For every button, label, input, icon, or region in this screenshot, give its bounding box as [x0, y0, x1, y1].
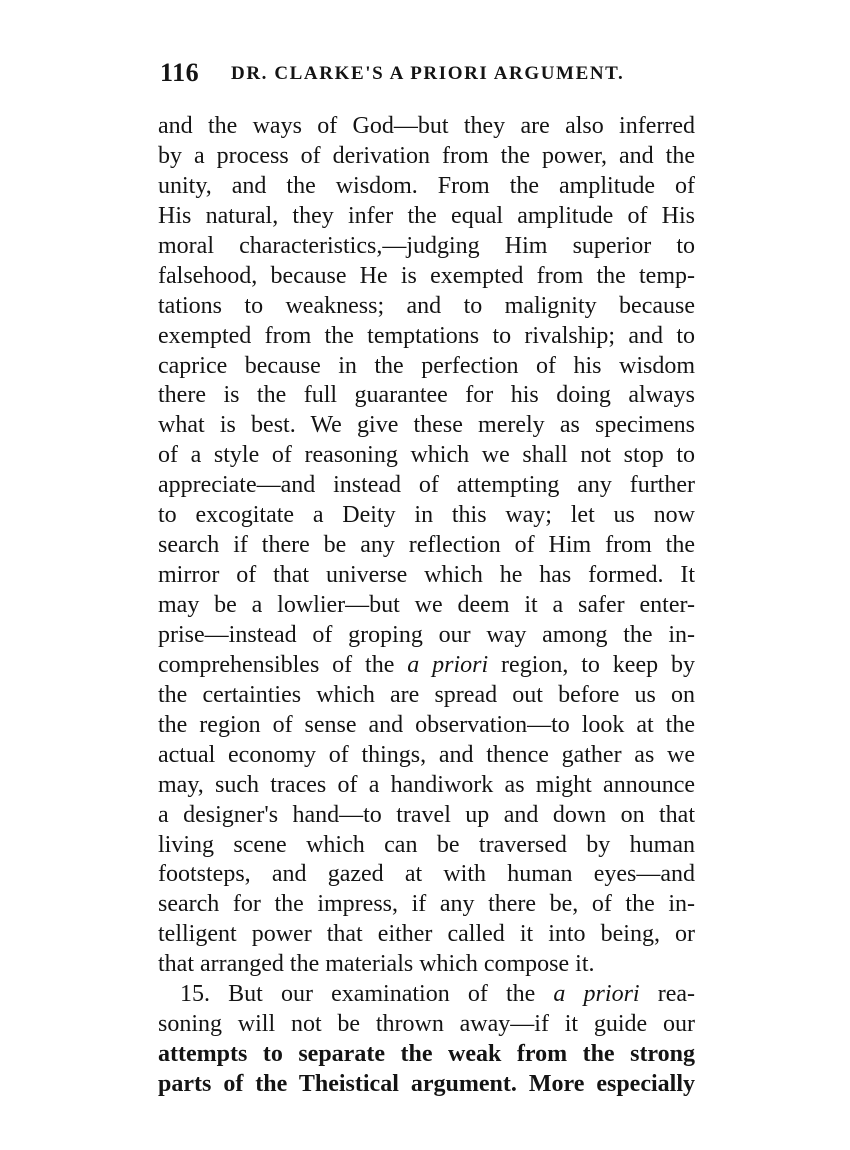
italic-phrase: a priori — [553, 981, 640, 1008]
text-line: caprice because in the perfection of his wisdom — [158, 352, 695, 379]
text-line: mirror of that universe which he has formed. It — [158, 562, 695, 589]
text-line: appreciate—and instead of attempting any further — [158, 472, 695, 499]
text-line: of a style of reasoning which we shall not stop to — [158, 442, 695, 469]
text-line: telligent power that either called it into being, or — [158, 921, 695, 948]
text-line: parts of the Theistical argument. More especially — [158, 1071, 695, 1097]
text-line: actual economy of things, and thence gather as we — [158, 741, 695, 768]
page-number: 116 — [160, 58, 200, 87]
text-line: prise—instead of groping our way among the in- — [158, 621, 695, 648]
text-line: unity, and the wisdom. From the amplitude of — [158, 172, 695, 199]
text-line: a designer's hand—to travel up and down on that — [158, 801, 695, 828]
text-line: exempted from the temptations to rivalship; and to — [158, 322, 695, 349]
text-line: what is best. We give these merely as specimens — [158, 412, 695, 439]
text-line: there is the full guarantee for his doing always — [158, 382, 695, 409]
paragraph-start-line: 15. But our examination of the a priori rea- — [180, 981, 696, 1008]
text-line: by a process of derivation from the power, and the — [158, 142, 695, 169]
text-line: that arranged the materials which compose it. — [158, 951, 595, 978]
text-line: falsehood, because He is exempted from the temp- — [158, 262, 695, 289]
text-line: search if there be any reflection of Him from the — [158, 532, 695, 559]
text-line: soning will not be thrown away—if it guide our — [158, 1011, 695, 1038]
text-line: may, such traces of a handiwork as might announce — [158, 771, 695, 798]
text-line: attempts to separate the weak from the strong — [158, 1041, 695, 1068]
italic-phrase: a priori — [407, 651, 489, 678]
text-line: and the ways of God—but they are also inferred — [158, 113, 695, 139]
running-head: DR. CLARKE'S A PRIORI ARGUMENT. — [231, 63, 625, 84]
page-header — [160, 58, 695, 94]
text-line: tations to weakness; and to malignity because — [158, 292, 695, 319]
text-line: living scene which can be traversed by human — [158, 831, 695, 858]
text-line: His natural, they infer the equal amplitude of His — [158, 202, 695, 229]
text-line: to excogitate a Deity in this way; let us now — [158, 502, 695, 529]
text-line: may be a lowlier—but we deem it a safer enter- — [158, 592, 695, 618]
text-line: the region of sense and observation—to look at the — [158, 711, 695, 738]
text-line: comprehensibles of the a priori region, to keep by — [158, 651, 695, 678]
text-line: footsteps, and gazed at with human eyes—and — [158, 861, 695, 888]
text-line: the certainties which are spread out before us on — [158, 681, 695, 708]
body-text — [158, 112, 695, 1100]
text-line: moral characteristics,—judging Him superior to — [158, 232, 695, 259]
text-line: search for the impress, if any there be, of the in- — [158, 891, 695, 918]
